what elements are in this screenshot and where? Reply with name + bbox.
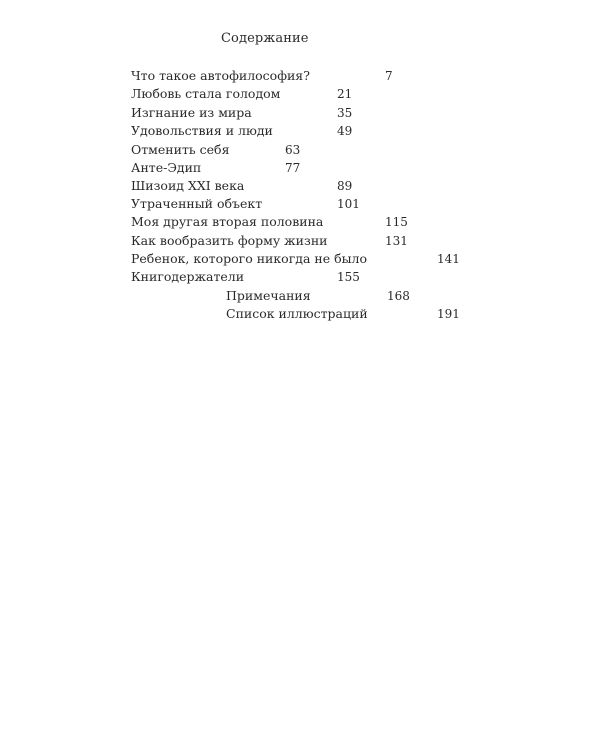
toc-entry-title: Список иллюстраций bbox=[226, 306, 368, 321]
toc-title: Содержание bbox=[221, 31, 309, 46]
toc-entry-page: 131 bbox=[385, 234, 408, 248]
toc-entry-page: 35 bbox=[337, 106, 353, 120]
toc-entry-page: 89 bbox=[337, 179, 353, 193]
toc-entry-page: 168 bbox=[387, 289, 410, 303]
toc-entry-title: Книгодержатели bbox=[131, 269, 245, 284]
toc-entry-page: 101 bbox=[337, 197, 360, 211]
toc-entry-page: 7 bbox=[385, 69, 393, 83]
toc-entry-title: Утраченный объект bbox=[131, 196, 263, 211]
toc-entry-page: 191 bbox=[437, 307, 460, 321]
toc-entry-title: Шизоид XXI века bbox=[131, 178, 245, 193]
toc-entry-page: 141 bbox=[437, 252, 460, 266]
toc-entry-title: Удовольствия и люди bbox=[131, 123, 273, 138]
toc-entry-title: Отменить себя bbox=[131, 142, 230, 157]
toc-entry-title: Моя другая вторая половина bbox=[131, 214, 324, 229]
toc-entry-page: 49 bbox=[337, 124, 353, 138]
toc-entry-title: Изгнание из мира bbox=[131, 105, 252, 120]
toc-entry-page: 21 bbox=[337, 87, 353, 101]
toc-entry-title: Что такое автофилософия? bbox=[131, 68, 310, 83]
toc-entry-page: 63 bbox=[285, 143, 301, 157]
toc-entry-page: 115 bbox=[385, 215, 408, 229]
toc-entry-title: Ребенок, которого никогда не было bbox=[131, 251, 368, 266]
toc-entry-title: Любовь стала голодом bbox=[131, 86, 281, 101]
toc-entry-page: 77 bbox=[285, 161, 301, 175]
toc-entry-title: Как вообразить форму жизни bbox=[131, 233, 328, 248]
toc-entry-title: Примечания bbox=[226, 288, 311, 303]
toc-entry-title: Анте-Эдип bbox=[131, 160, 202, 175]
toc-entry-page: 155 bbox=[337, 270, 360, 284]
